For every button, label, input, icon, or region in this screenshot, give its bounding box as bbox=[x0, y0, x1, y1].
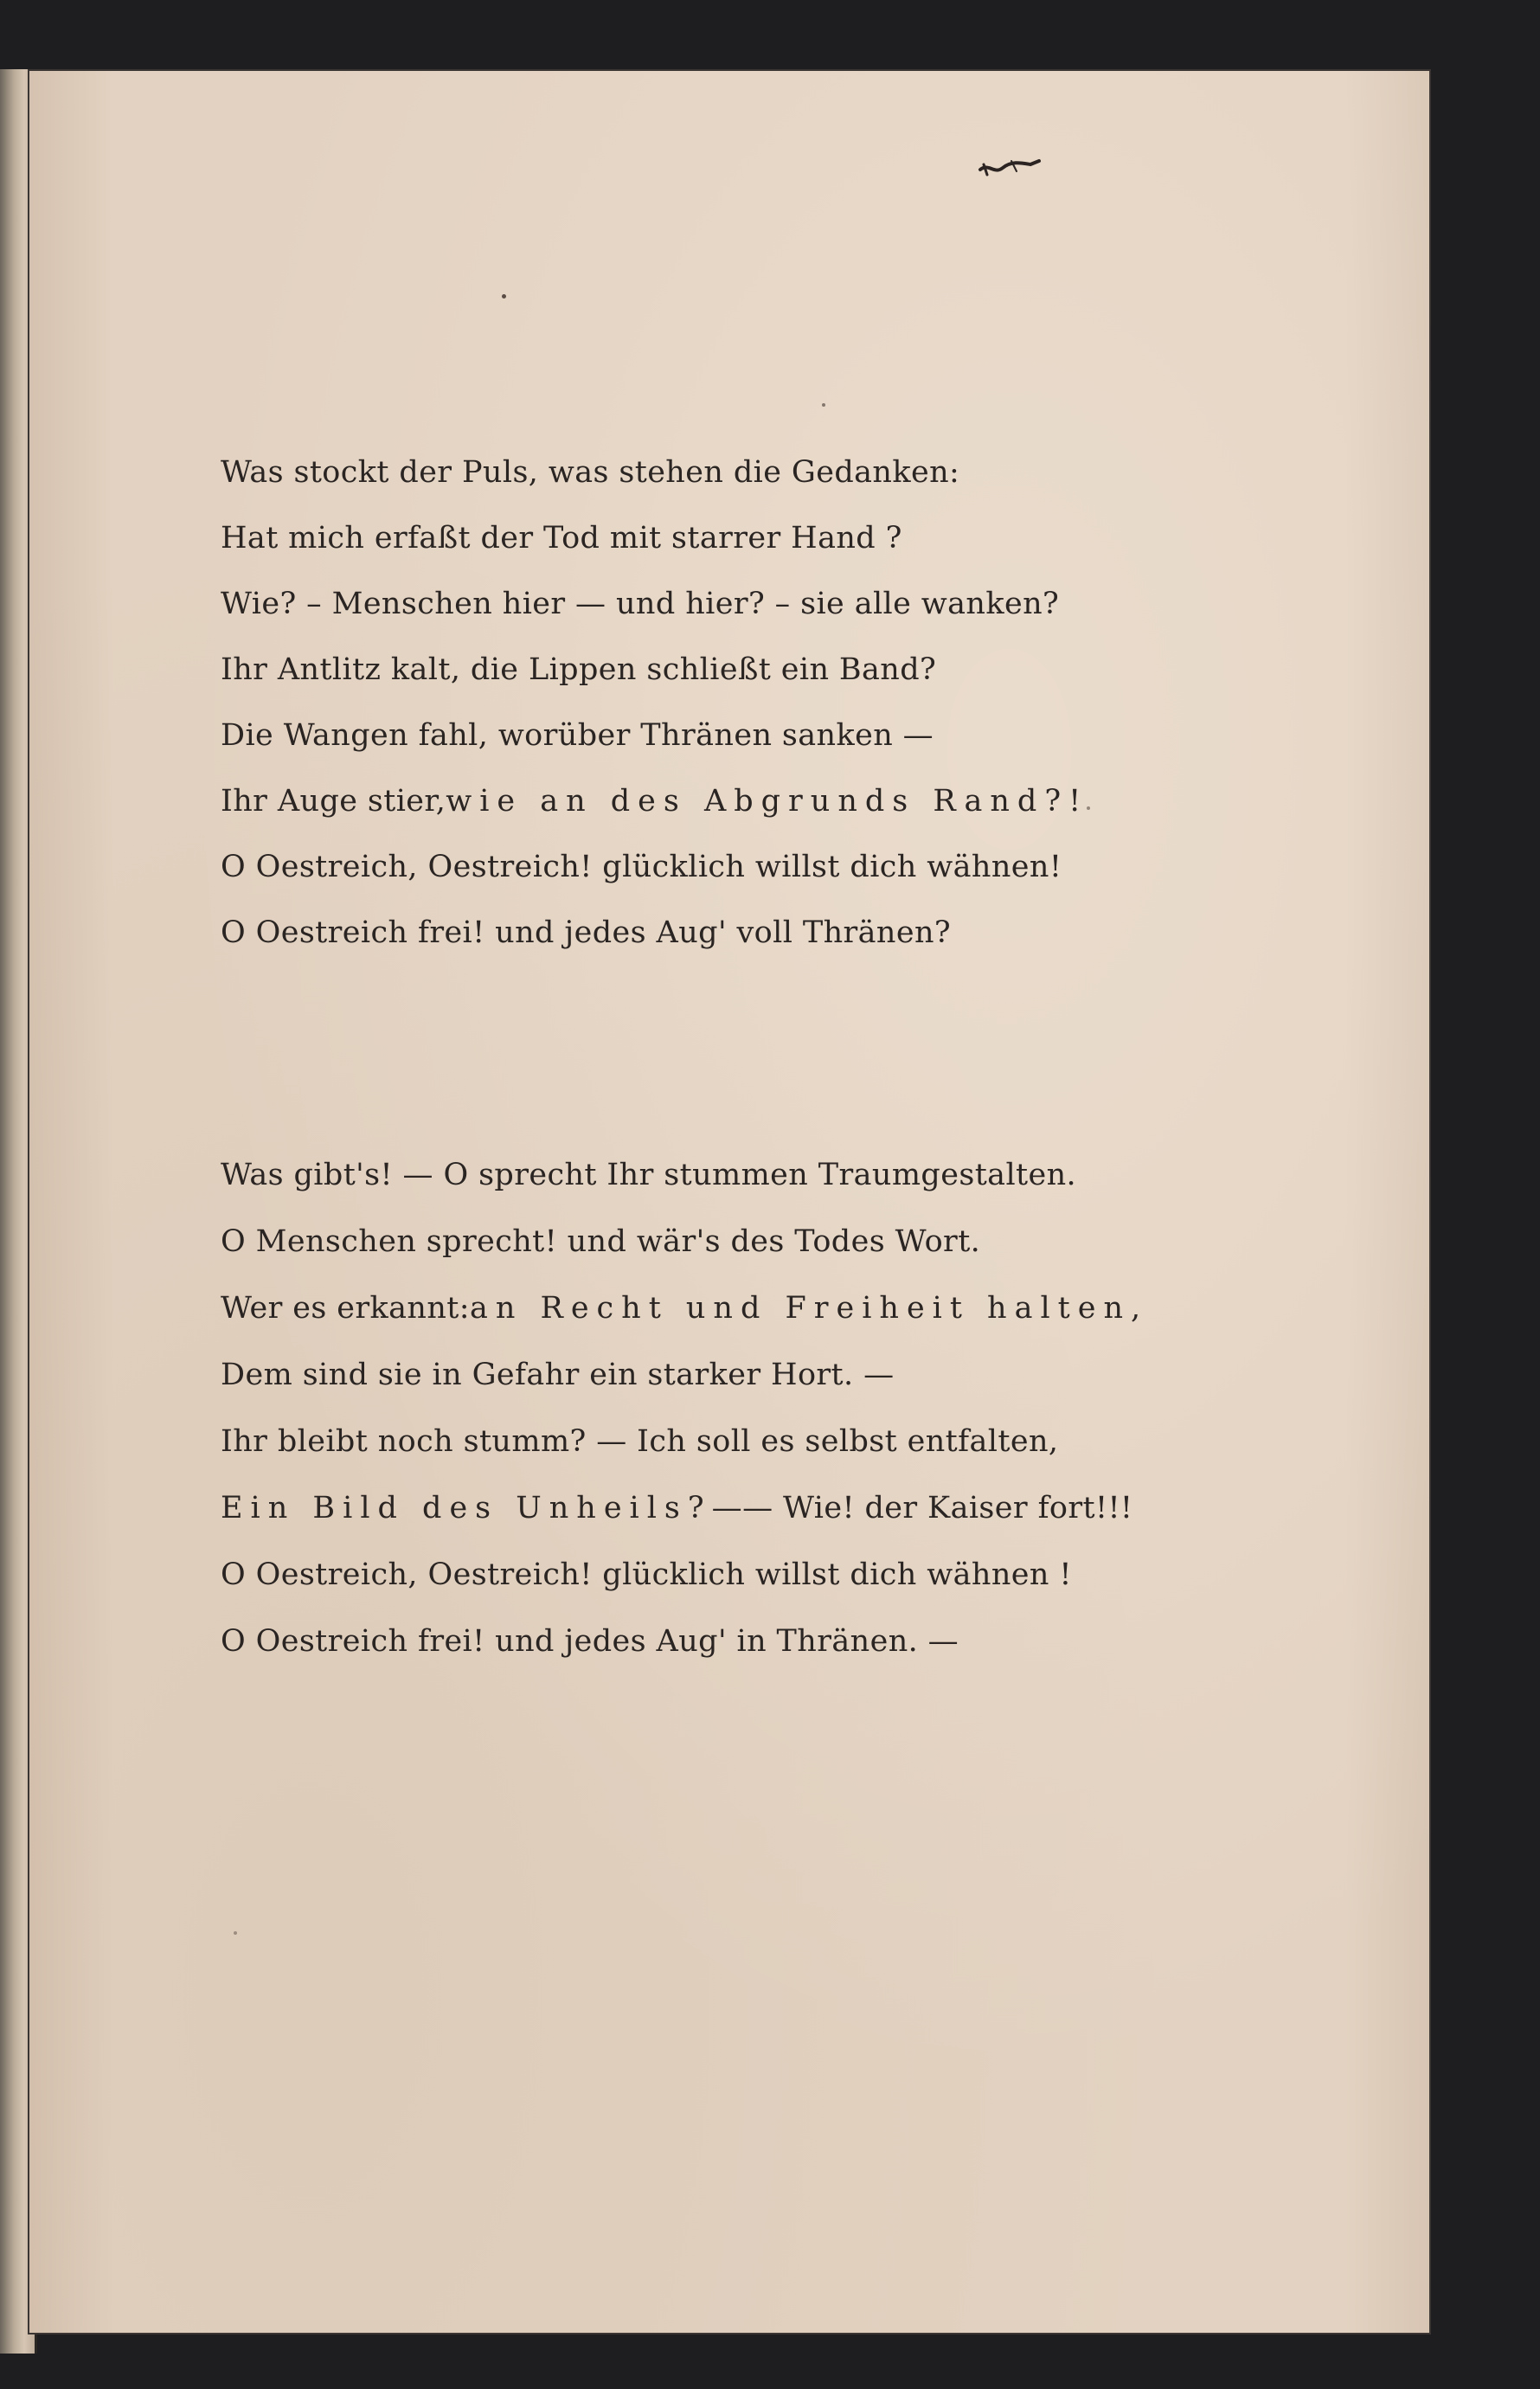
verse-line bbox=[221, 1275, 1148, 1342]
verse-text: Wer es erkannt: bbox=[221, 1291, 470, 1326]
verse-line: Was gibt's! — O sprecht Ihr stummen Traumgestalten. bbox=[221, 1158, 1077, 1192]
verse-emphasis: an Recht und Freiheit halten, bbox=[469, 1291, 1149, 1326]
verse-text: —— Wie! der Kaiser fort!!! bbox=[711, 1491, 1133, 1525]
verse-line bbox=[221, 1475, 1148, 1542]
speck bbox=[502, 294, 506, 299]
verse-line: O Oestreich frei! und jedes Aug' voll Thränen? bbox=[221, 915, 952, 950]
verse-line: O Menschen sprecht! und wär's des Todes Wort. bbox=[221, 1224, 981, 1259]
verse-line: Dem sind sie in Gefahr ein starker Hort. — bbox=[221, 1358, 895, 1392]
poem-stanza-1 bbox=[221, 440, 1088, 966]
verse-line: O Oestreich, Oestreich! glücklich willst dich wähnen ! bbox=[221, 1557, 1072, 1592]
speck bbox=[822, 403, 825, 407]
verse-line: Ihr Antlitz kalt, die Lippen schließt ein Band? bbox=[221, 652, 937, 687]
verse-line bbox=[221, 768, 1088, 834]
verse-line: O Oestreich frei! und jedes Aug' in Thränen. — bbox=[221, 1624, 959, 1659]
speck bbox=[234, 1931, 237, 1935]
verse-line: Die Wangen fahl, worüber Thränen sanken — bbox=[221, 717, 934, 753]
verse-emphasis: wie an des Abgrunds Rand?! bbox=[446, 783, 1089, 819]
verse-line: O Oestreich, Oestreich! glücklich willst dich wähnen! bbox=[221, 849, 1062, 884]
verse-line: Wie? – Menschen hier — und hier? – sie alle wanken? bbox=[221, 586, 1060, 621]
verse-text: Ihr Auge stier, bbox=[221, 783, 446, 819]
handwritten-mark-icon bbox=[977, 154, 1046, 180]
verse-line: Hat mich erfaßt der Tod mit starrer Hand ? bbox=[221, 520, 902, 556]
verse-line: Ihr bleibt noch stumm? — Ich soll es selbst entfalten, bbox=[221, 1424, 1059, 1459]
verse-emphasis: Ein Bild des Unheils? bbox=[221, 1491, 712, 1525]
poem-stanza-2 bbox=[221, 1142, 1148, 1675]
verse-line: Was stockt der Puls, was stehen die Gedanken: bbox=[221, 454, 960, 490]
